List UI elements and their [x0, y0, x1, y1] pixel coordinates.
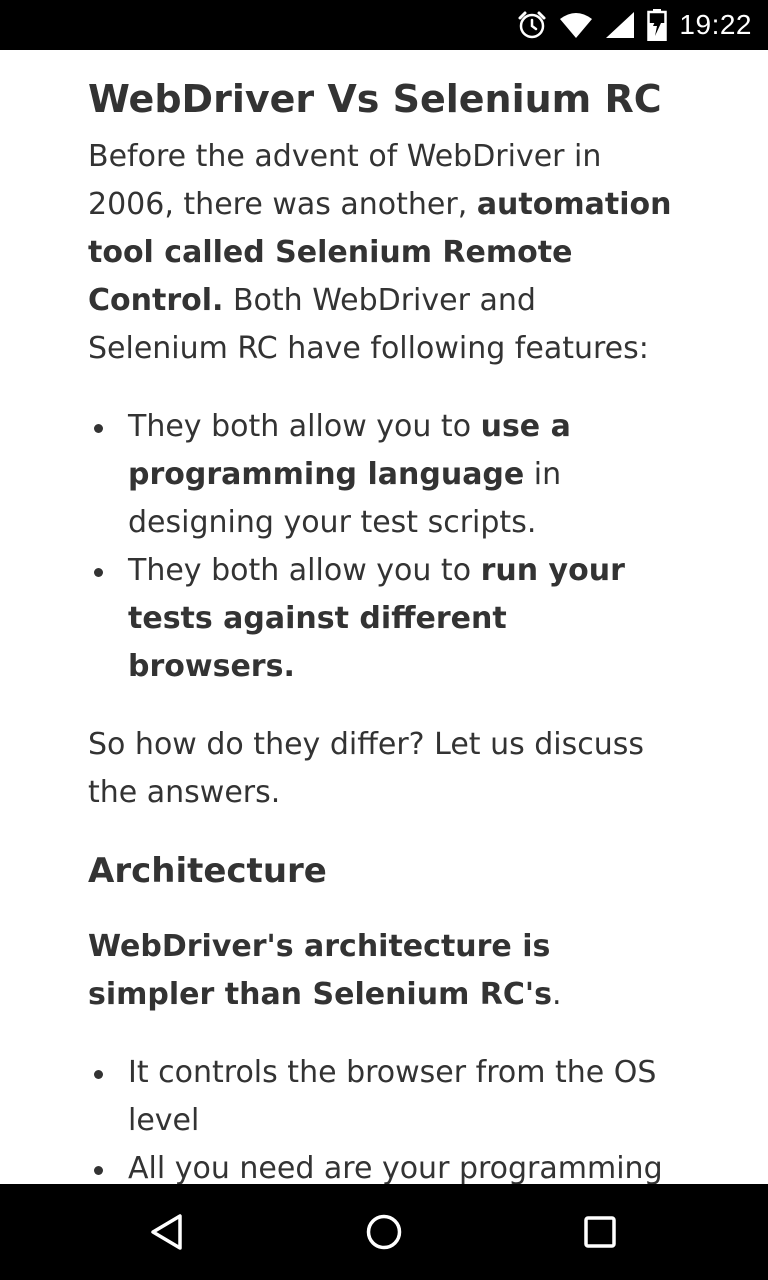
list-item-text: in designing your test scripts. — [128, 457, 562, 540]
list-item-text: They both allow you to — [128, 553, 481, 588]
battery-charging-icon — [647, 9, 667, 41]
section-heading: Architecture — [88, 851, 327, 891]
recents-icon — [580, 1212, 620, 1252]
navigation-bar — [0, 1184, 768, 1280]
intro-text-2: Both WebDriver and Selenium RC have following features: — [88, 283, 649, 366]
section-lead-paragraph — [88, 923, 680, 1019]
question-paragraph: So how do they differ? Let us discuss the answers. — [88, 727, 645, 810]
list-item: All you need are your programming — [128, 1145, 680, 1184]
status-icons — [517, 9, 667, 41]
home-button[interactable] — [336, 1184, 432, 1280]
wifi-icon — [559, 11, 593, 39]
intro-bold: automation tool called Selenium Remote Control. — [88, 187, 672, 318]
list-item — [128, 403, 680, 547]
back-icon — [148, 1212, 188, 1252]
intro-text-1: Before the advent of WebDriver in 2006, there was another, — [88, 139, 602, 222]
cell-signal-icon — [605, 11, 635, 39]
alarm-icon — [517, 10, 547, 40]
home-icon — [364, 1212, 404, 1252]
section-lead-text: . — [551, 977, 562, 1012]
recents-button[interactable] — [552, 1184, 648, 1280]
status-bar — [0, 0, 768, 50]
intro-paragraph — [88, 133, 680, 373]
architecture-list — [88, 1049, 680, 1184]
list-item-bold: use a programming language — [128, 409, 571, 492]
list-item: It controls the browser from the OS level — [128, 1049, 680, 1145]
list-item-bold: run your tests against different browsers. — [128, 553, 625, 684]
article-content[interactable] — [0, 50, 768, 1184]
features-list — [88, 403, 680, 691]
article-title: WebDriver Vs Selenium RC — [88, 77, 662, 121]
list-item-text: They both allow you to — [128, 409, 481, 444]
section-lead-bold: WebDriver's architecture is simpler than Selenium RC's — [88, 929, 552, 1012]
list-item — [128, 547, 680, 691]
status-time: 19:22 — [679, 9, 752, 40]
back-button[interactable] — [120, 1184, 216, 1280]
